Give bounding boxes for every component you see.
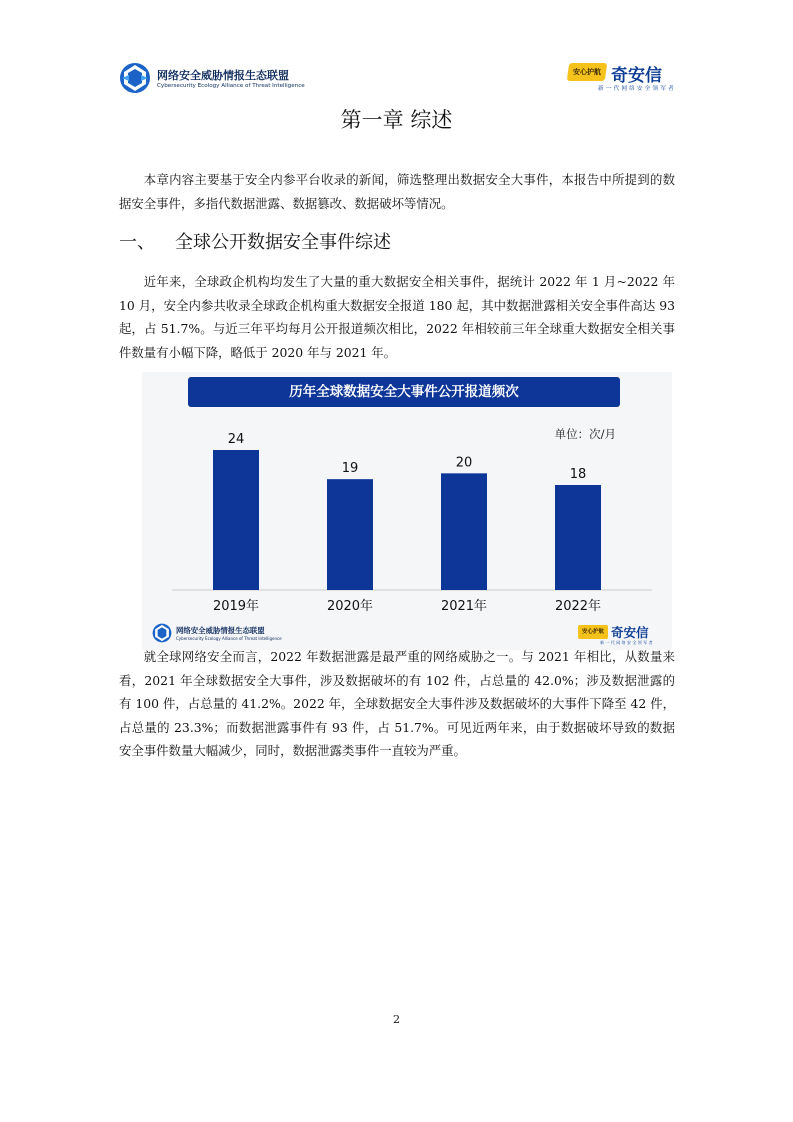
alliance-emblem-icon [152, 623, 172, 643]
category-label: 2020年 [326, 599, 374, 614]
chart-qianxin-logo [578, 623, 658, 645]
bar-value-label: 20 [455, 455, 473, 471]
category-label: 2021年 [440, 599, 488, 614]
overview-paragraph: 近年来，全球政企机构均发生了大量的重大数据安全相关事件，据统计 2022 年 1 月~2022 年 10 月，安全内参共收录全球政企机构重大数据安全报道 180 起，其中数据泄露相关安全事件高达 93 起，占 51.7%。与近三年平均每月公开报道频次相比，2022 年相较前三年全球重大数据安全相关事件数量有小幅下降，略低于 2020 年与 2021 年。 [119, 274, 675, 360]
category-label: 2022年 [554, 599, 602, 614]
alliance-logo [119, 62, 319, 96]
section-number: 一、 [119, 232, 155, 253]
section-heading [119, 228, 391, 254]
section-title: 全球公开数据安全事件综述 [175, 232, 391, 253]
bar-2020年 [327, 479, 373, 590]
chart-title: 历年全球数据安全大事件公开报道频次 [188, 377, 620, 407]
page-number: 2 [392, 1012, 401, 1026]
chart-plot-area [142, 372, 672, 650]
category-label: 2019年 [212, 599, 260, 614]
brand-slogan: 新一代网络安全领军者 [598, 86, 676, 92]
bar-value-label: 24 [227, 432, 245, 447]
bar-2022年 [555, 485, 601, 590]
alliance-emblem-icon [119, 62, 151, 94]
chart-alliance-logo [152, 623, 302, 645]
chart-brand-name: 奇安信 [611, 625, 649, 640]
chapter-title: 第一章 综述 [340, 108, 453, 132]
chart-unit-label: 单位：次/月 [554, 427, 616, 441]
bar-2019年 [213, 450, 259, 590]
brand-name: 奇安信 [611, 66, 662, 86]
bar-value-label: 18 [569, 467, 587, 482]
chart-alliance-name-cn: 网络安全威胁情报生态联盟 [176, 626, 265, 635]
analysis-paragraph: 就全球网络安全而言，2022 年数据泄露是最严重的网络威胁之一。与 2021 年相比，从数量来看，2021 年全球数据安全大事件，涉及数据破坏的有 102 件，占总量的 42.0%；涉及数据泄露的有 100 件，占总量的 41.2%。2022 年，全球数据安全大事件涉及数据破坏的大事件下降至 42 件，占总量的 23.3%；而数据泄露事件有 93 件，占 51.7%。可见近两年来，由于数据破坏导致的数据安全事件数量大幅减少，同时，数据泄露类事件一直较为严重。 [119, 649, 675, 758]
chart-brand-badge: 安心护航 [578, 625, 608, 639]
alliance-name-en: Cybersecurity Ecology Alliance of Threat Intelligence [157, 83, 305, 89]
alliance-name-cn: 网络安全威胁情报生态联盟 [157, 69, 289, 82]
bar-2021年 [441, 473, 487, 590]
bar-value-label: 19 [341, 461, 359, 477]
qianxin-logo [568, 61, 678, 93]
chart-brand-slogan: 新一代网络安全领军者 [600, 640, 654, 645]
chart-alliance-name-en: Cybersecurity Ecology Alliance of Threat Intelligence [176, 636, 282, 641]
brand-badge: 安心护航 [567, 63, 608, 81]
bar-chart [142, 372, 672, 650]
intro-paragraph: 本章内容主要基于安全内参平台收录的新闻，筛选整理出数据安全大事件，本报告中所提到的数据安全事件，多指代数据泄露、数据篡改、数据破坏等情况。 [119, 172, 675, 211]
